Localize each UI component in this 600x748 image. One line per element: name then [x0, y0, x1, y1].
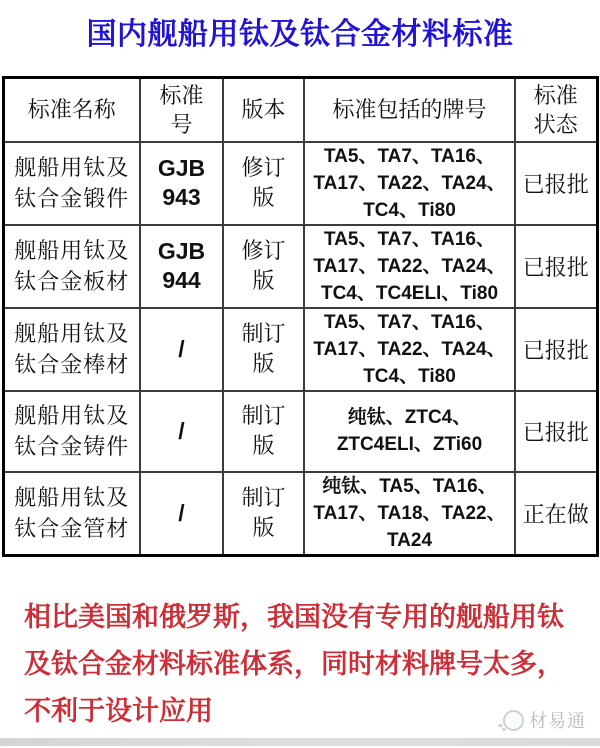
- page-title: 国内舰船用钛及钛合金材料标准: [86, 18, 514, 51]
- cell-version: 制订版: [223, 308, 304, 391]
- cell-standard-name: 舰船用钛及钛合金板材: [3, 225, 140, 308]
- cell-version: 修订版: [223, 225, 304, 308]
- cell-version: 制订版: [223, 391, 304, 472]
- cell-standard-number: /: [140, 308, 223, 391]
- header-standard-name: 标准名称: [3, 78, 140, 142]
- table-row: [3, 308, 597, 391]
- header-status: 标准状态: [515, 78, 597, 142]
- table-row: [3, 472, 597, 556]
- cell-standard-number: /: [140, 472, 223, 556]
- header-version: 版本: [223, 78, 304, 142]
- header-grades: 标准包括的牌号: [304, 78, 515, 142]
- cell-grades: TA5、TA7、TA16、TA17、TA22、TA24、TC4、TC4ELI、Ti80: [304, 225, 515, 308]
- standards-table: [2, 76, 599, 557]
- cell-status: 已报批: [515, 391, 597, 472]
- watermark: [503, 707, 586, 733]
- cell-grades: 纯钛、TA5、TA16、TA17、TA18、TA22、TA24: [304, 472, 515, 556]
- cell-version: 制订版: [223, 472, 304, 556]
- note-line: 不利于设计应用: [24, 695, 213, 726]
- cell-grades: 纯钛、ZTC4、ZTC4ELI、ZTi60: [304, 391, 515, 472]
- table-row: [3, 225, 597, 308]
- cell-status: 已报批: [515, 225, 597, 308]
- table-header: [3, 78, 597, 142]
- table-row: [3, 142, 597, 225]
- header-row: [3, 78, 597, 142]
- table-row: [3, 391, 597, 472]
- cell-standard-name: 舰船用钛及钛合金管材: [3, 472, 140, 556]
- cell-standard-name: 舰船用钛及钛合金锻件: [3, 142, 140, 225]
- note-line: 相比美国和俄罗斯，我国没有专用的舰船用钛: [24, 601, 564, 632]
- cell-grades: TA5、TA7、TA16、TA17、TA22、TA24、TC4、Ti80: [304, 142, 515, 225]
- cell-status: 已报批: [515, 308, 597, 391]
- cell-version: 修订版: [223, 142, 304, 225]
- cell-standard-number: GJB 944: [140, 225, 223, 308]
- cell-grades: TA5、TA7、TA16、TA17、TA22、TA24、TC4、Ti80: [304, 308, 515, 391]
- cell-status: 正在做: [515, 472, 597, 556]
- bottom-divider-bar: [0, 738, 600, 746]
- document: [0, 9, 600, 748]
- cell-standard-name: 舰船用钛及钛合金铸件: [3, 391, 140, 472]
- cell-standard-name: 舰船用钛及钛合金棒材: [3, 308, 140, 391]
- cell-standard-number: GJB 943: [140, 142, 223, 225]
- note-line: 及钛合金材料标准体系，同时材料牌号太多，: [24, 648, 564, 679]
- brand-logo-icon: [503, 710, 524, 731]
- header-standard-number: 标准号: [140, 78, 223, 142]
- watermark-label: 材易通: [529, 711, 586, 731]
- cell-status: 已报批: [515, 142, 597, 225]
- cell-standard-number: /: [140, 391, 223, 472]
